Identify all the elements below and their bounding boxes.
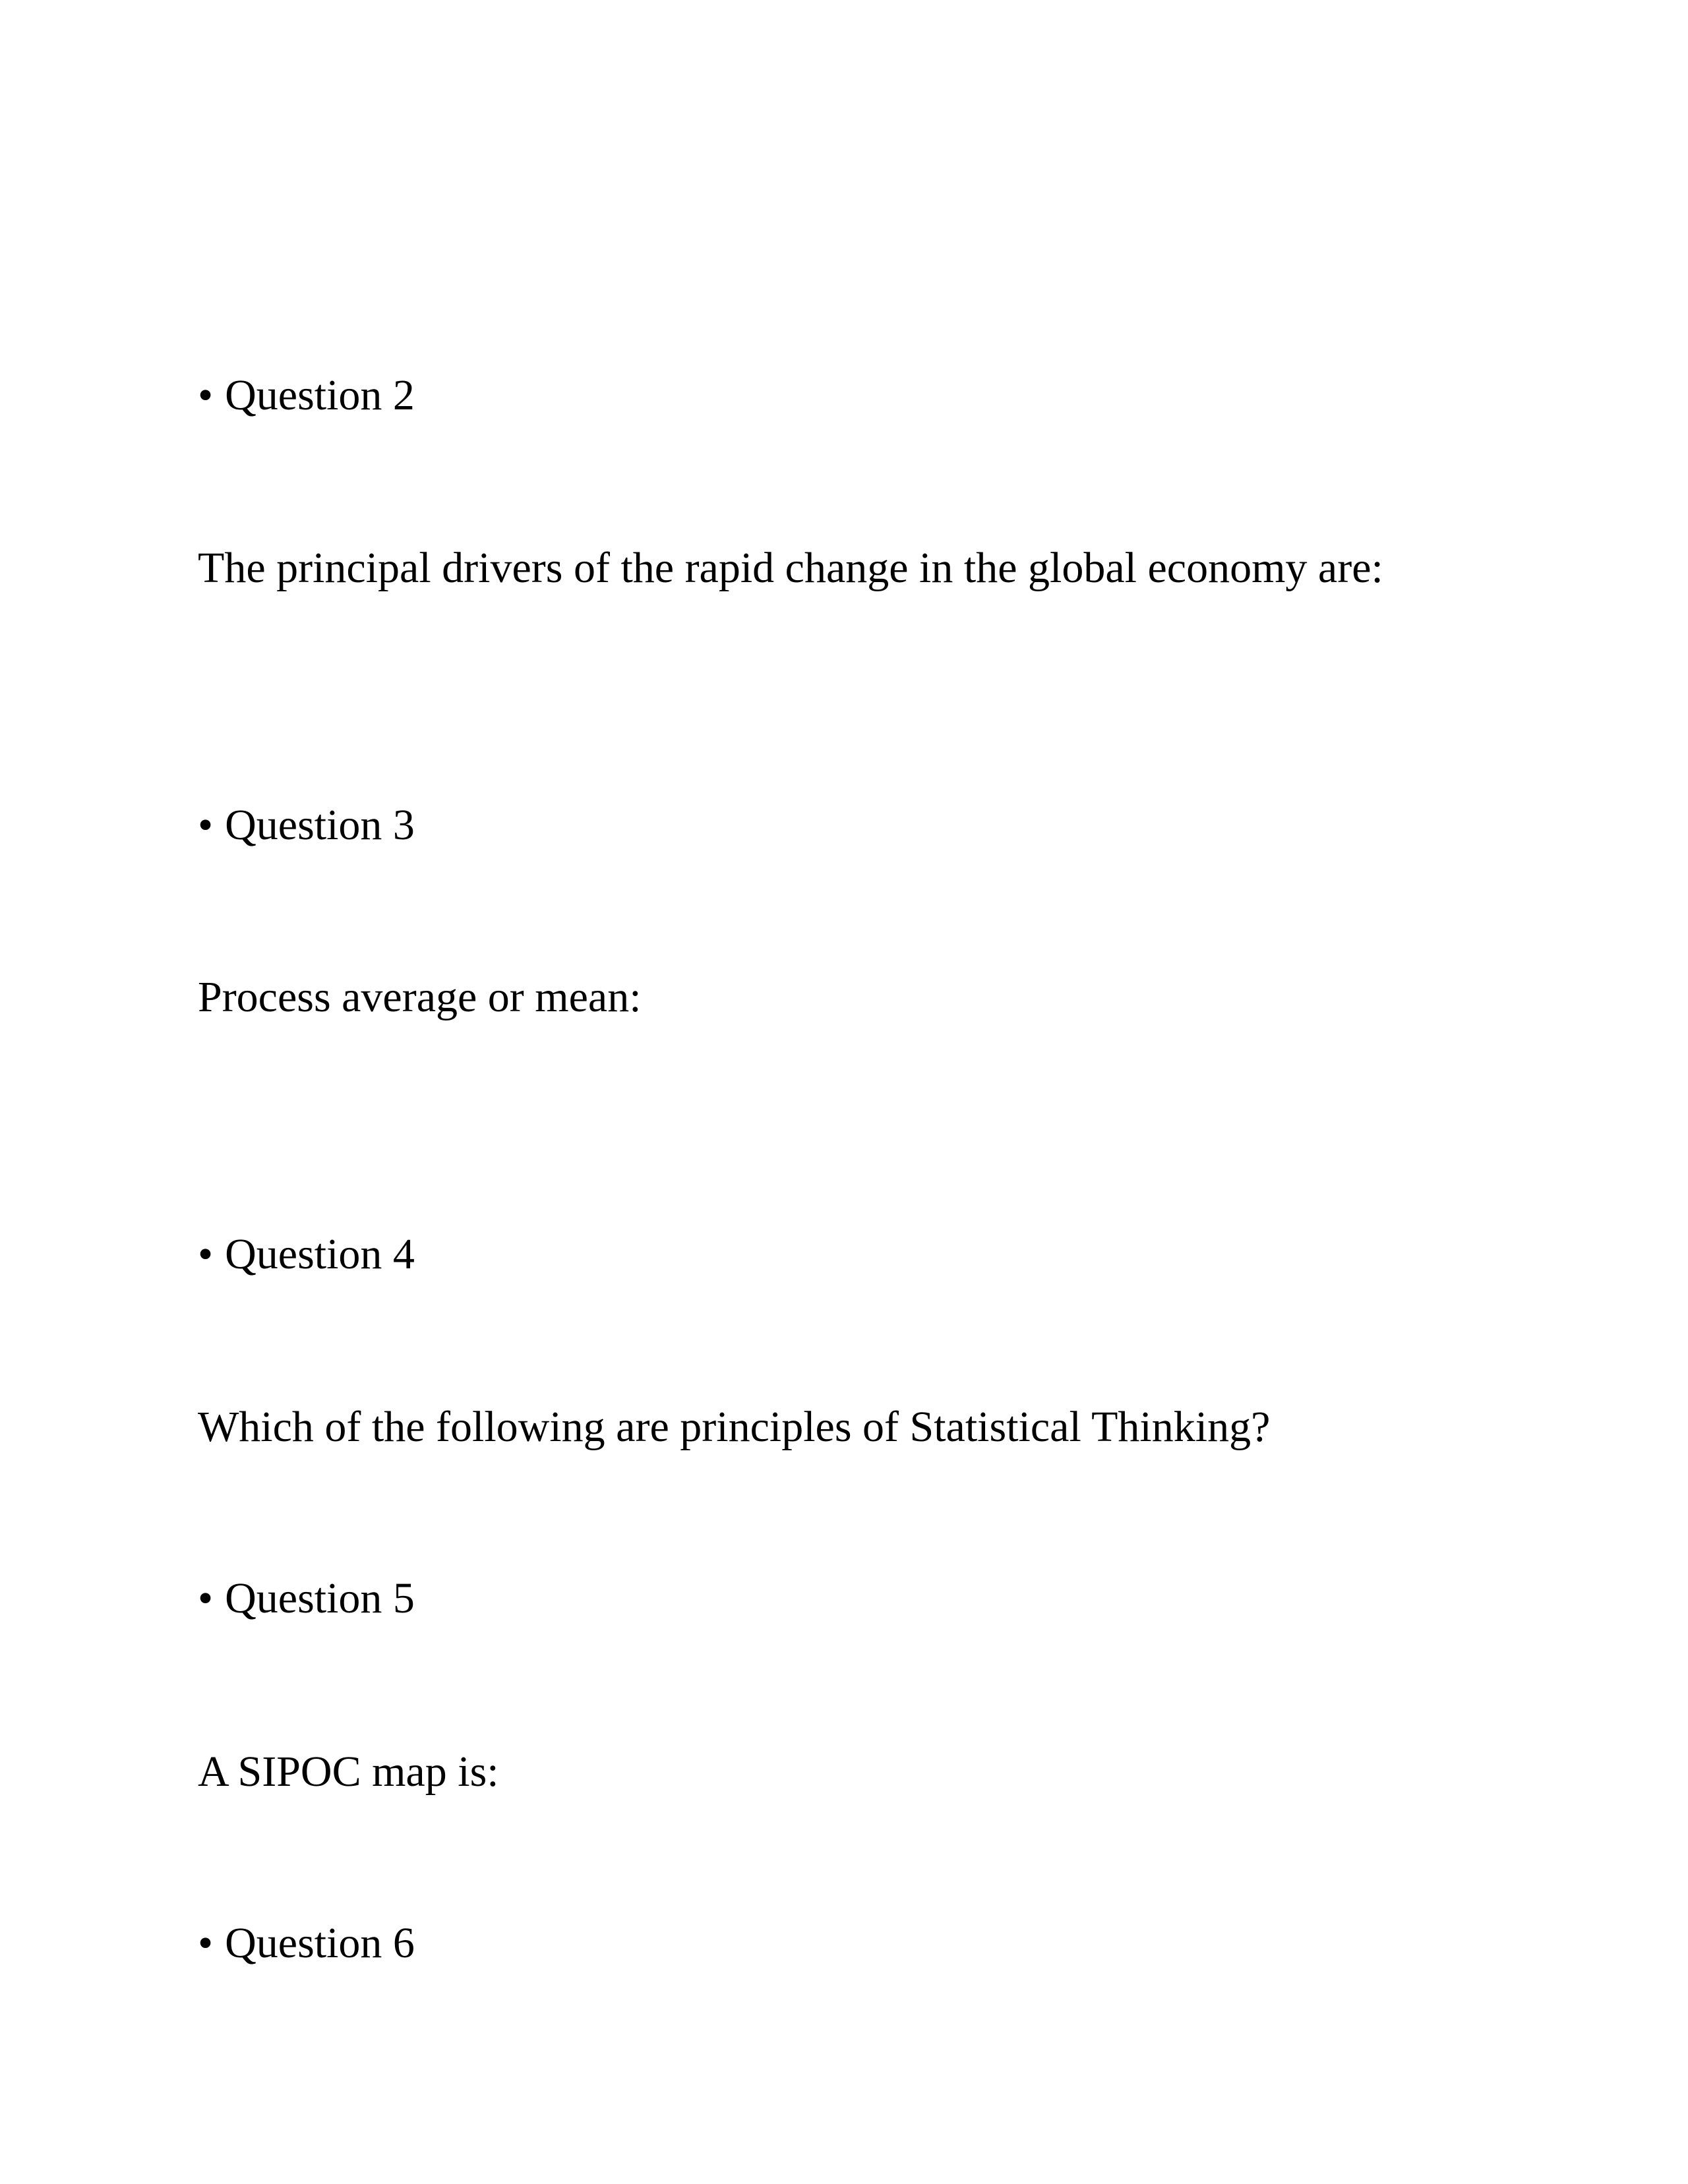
question-heading-text: Question 6 [225,1919,415,1967]
question-4-prompt: Which of the following are principles of Statistical Thinking? [198,1403,1271,1451]
question-heading-text: Question 3 [225,801,415,849]
question-4-heading [198,1228,415,1281]
question-3-heading [198,799,415,852]
question-3-prompt: Process average or mean: [198,973,642,1021]
bullet-icon: • [198,801,214,849]
question-2-heading [198,369,415,422]
question-5-prompt: A SIPOC map is: [198,1748,499,1796]
question-6-heading [198,1917,415,1970]
question-heading-text: Question 5 [225,1574,415,1622]
bullet-icon: • [198,371,214,419]
bullet-icon: • [198,1574,214,1622]
question-2-prompt: The principal drivers of the rapid change in the global economy are: [198,544,1383,592]
question-heading-text: Question 4 [225,1230,415,1278]
bullet-icon: • [198,1230,214,1278]
question-5-heading [198,1572,415,1625]
bullet-icon: • [198,1919,214,1967]
question-heading-text: Question 2 [225,371,415,419]
